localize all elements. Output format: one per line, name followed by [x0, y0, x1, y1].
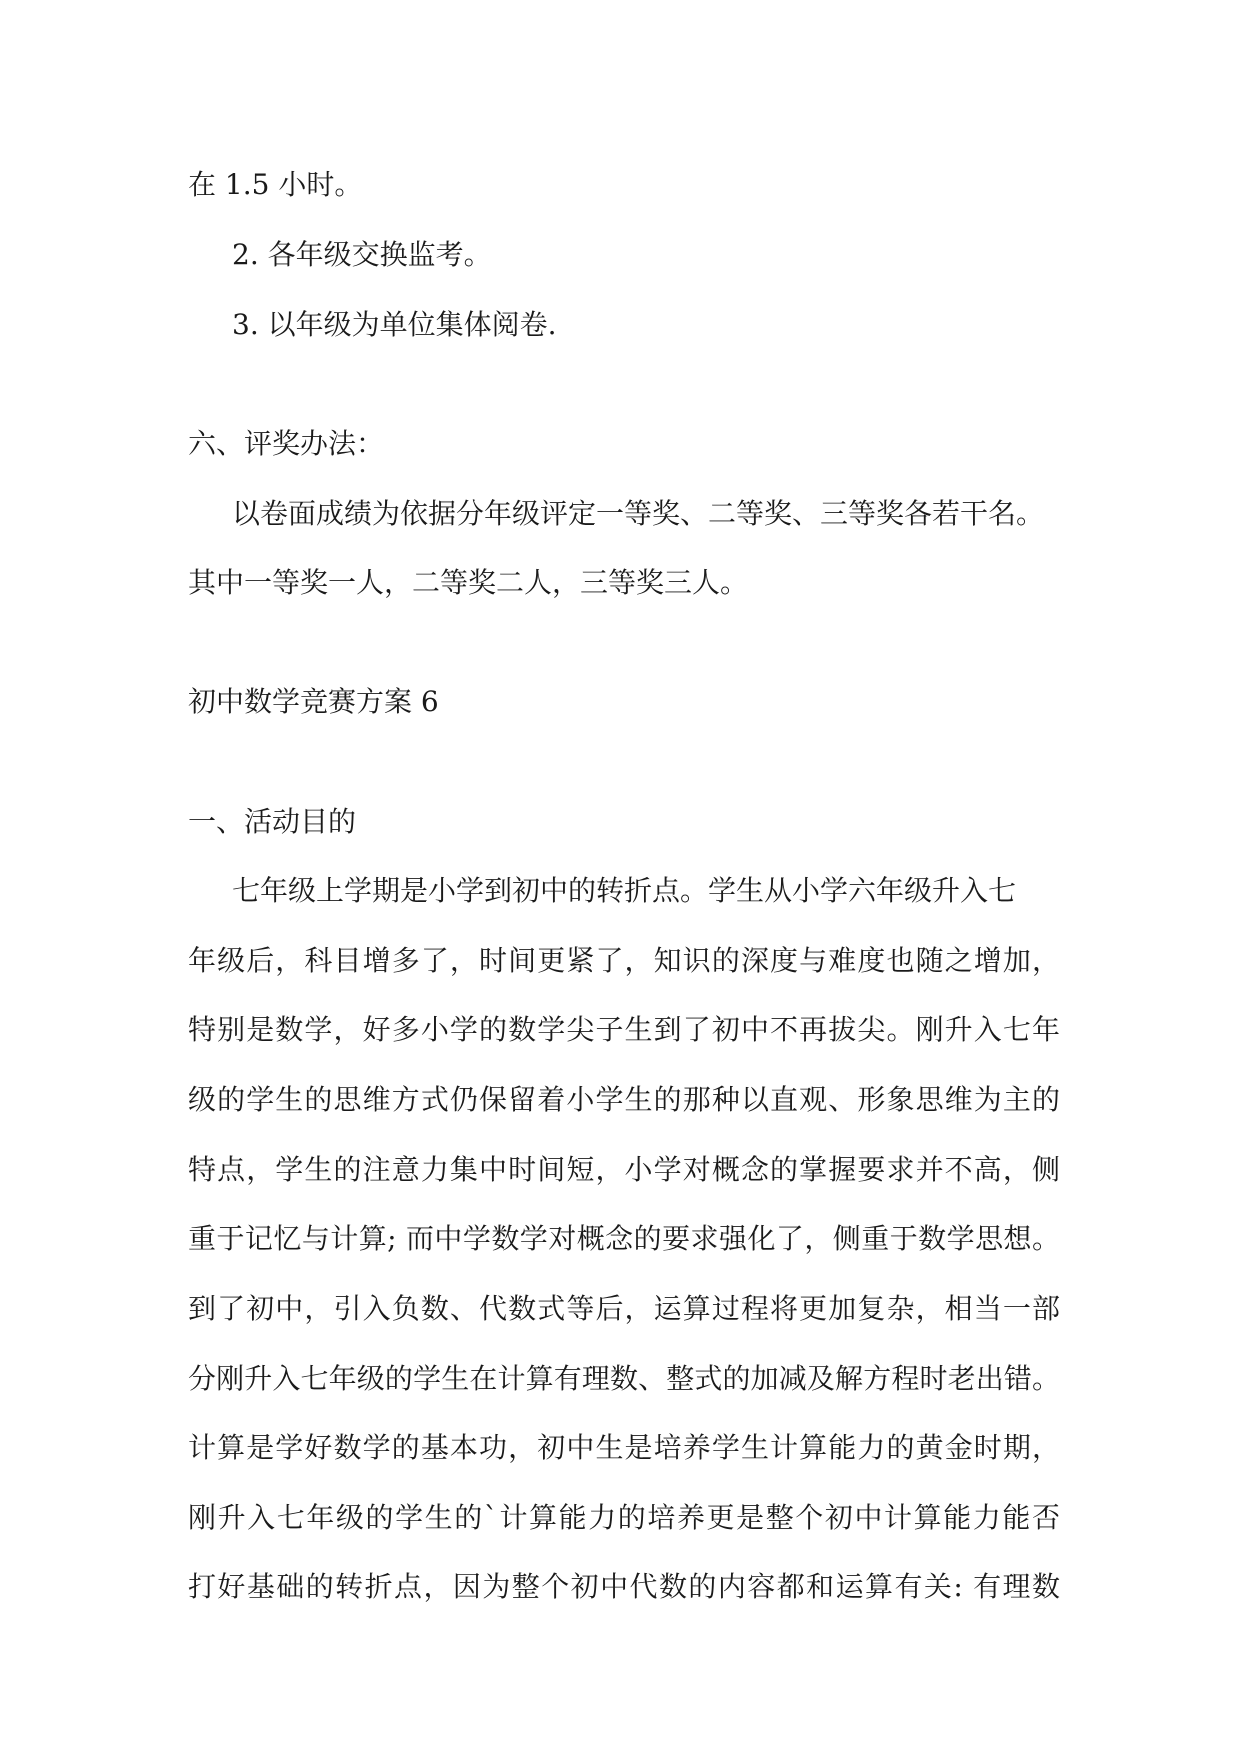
text-line: 级的学生的思维方式仍保留着小学生的那种以直观、形象思维为主的	[188, 1083, 1060, 1116]
text-line: 计算是学好数学的基本功，初中生是培养学生计算能力的黄金时期，	[188, 1431, 1060, 1464]
text-line: 年级后，科目增多了，时间更紧了，知识的深度与难度也随之增加，	[188, 944, 1060, 977]
text-line: 刚升入七年级的学生的`计算能力的培养更是整个初中计算能力能否	[188, 1501, 1060, 1534]
text-line: 特点，学生的注意力集中时间短，小学对概念的掌握要求并不高，侧	[188, 1153, 1060, 1186]
text-line: 在 1.5 小时。	[188, 168, 363, 201]
text-line: 打好基础的转折点，因为整个初中代数的内容都和运算有关: 有理数	[188, 1570, 1060, 1603]
text-line: 七年级上学期是小学到初中的转折点。学生从小学六年级升入七	[232, 874, 1017, 907]
document-title: 初中数学竞赛方案 6	[188, 685, 439, 718]
section-heading: 六、评奖办法：	[188, 427, 385, 460]
text-line: 其中一等奖一人，二等奖二人，三等奖三人。	[188, 566, 749, 599]
text-line: 重于记忆与计算; 而中学数学对概念的要求强化了，侧重于数学思想。	[188, 1222, 1060, 1255]
text-line: 特别是数学，好多小学的数学尖子生到了初中不再拔尖。刚升入七年	[188, 1013, 1060, 1046]
section-heading: 一、活动目的	[188, 805, 357, 838]
text-line: 以卷面成绩为依据分年级评定一等奖、二等奖、三等奖各若干名。	[232, 497, 1045, 530]
text-line: 2. 各年级交换监考。	[232, 238, 492, 271]
text-line: 3. 以年级为单位集体阅卷.	[232, 308, 557, 341]
text-line: 分刚升入七年级的学生在计算有理数、整式的加减及解方程时老出错。	[188, 1362, 1060, 1395]
text-line: 到了初中，引入负数、代数式等后，运算过程将更加复杂，相当一部	[188, 1292, 1060, 1325]
